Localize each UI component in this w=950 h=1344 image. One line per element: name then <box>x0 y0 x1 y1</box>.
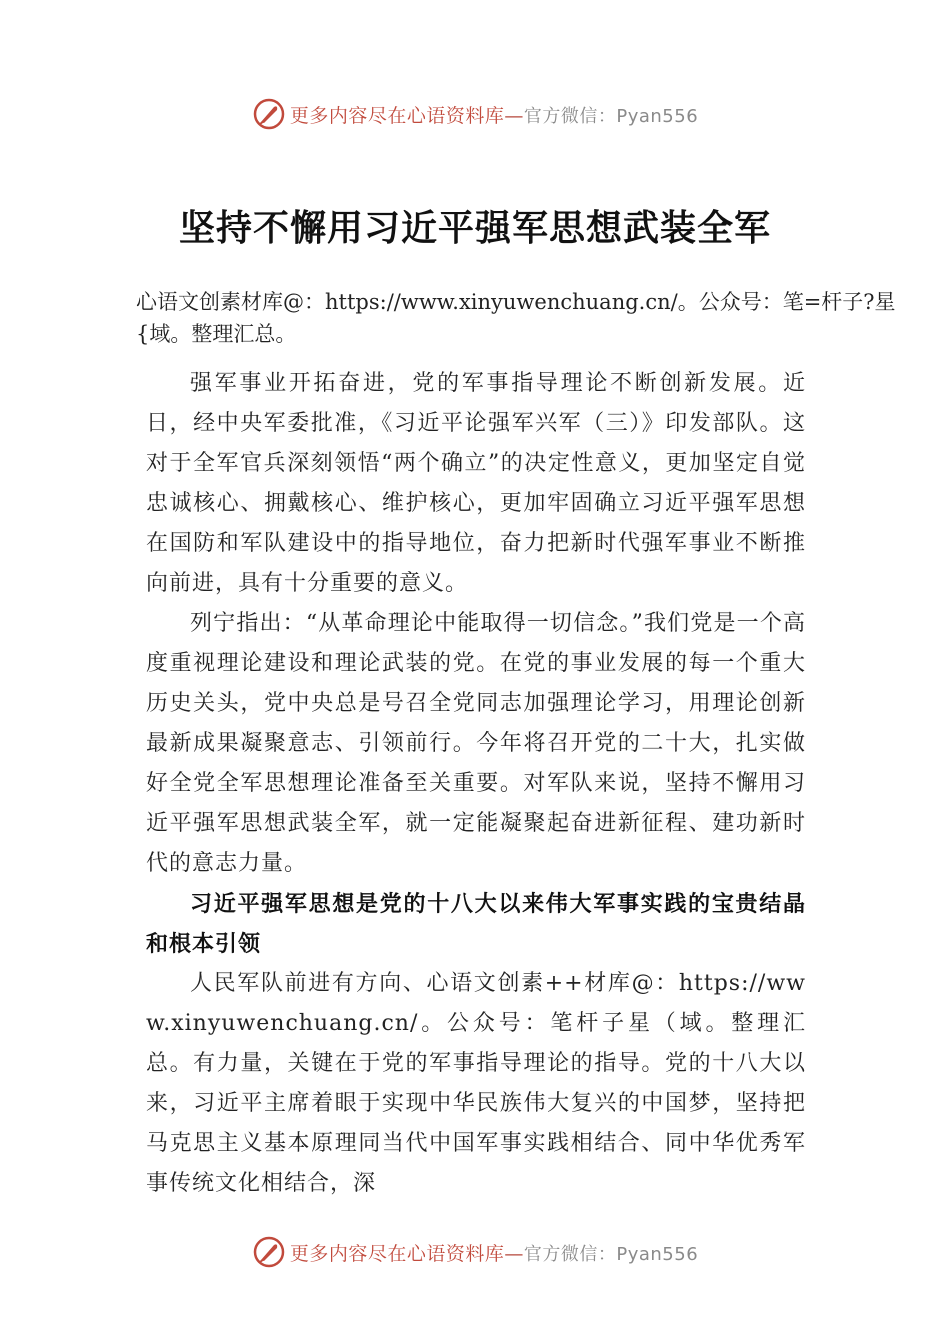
document-body <box>146 364 806 1204</box>
banner-main-text: 更多内容尽在心语资料库 <box>289 104 505 127</box>
banner-wechat-text: 官方微信：Pyan556 <box>523 1243 699 1265</box>
quill-pen-logo-icon <box>252 1235 286 1269</box>
banner-wechat-text: 官方微信：Pyan556 <box>523 105 699 127</box>
banner-main-text: 更多内容尽在心语资料库 <box>289 1242 505 1265</box>
source-line: 心语文创素材库@：https://www.xinyuwenchuang.cn/。公众号：笔=杆子?星{域。整理汇总。 <box>136 290 896 346</box>
footer-banner <box>0 1232 950 1272</box>
paragraph: 列宁指出：“从革命理论中能取得一切信念。”我们党是一个高度重视理论建设和理论武装的党。在党的事业发展的每一个重大历史关头，党中央总是号召全党同志加强理论学习，用理论创新最新成果凝聚意志、引领前行。今年将召开党的二十大，扎实做好全党全军思想理论准备至关重要。对军队来说，坚持不懈用习近平强军思想武装全军，就一定能凝聚起奋进新征程、建功新时代的意志力量。 <box>146 611 806 876</box>
paragraph: 强军事业开拓奋进，党的军事指导理论不断创新发展。近日，经中央军委批准，《习近平论强军兴军（三）》印发部队。这对于全军官兵深刻领悟“两个确立”的决定性意义，更加坚定自觉忠诚核心、拥戴核心、维护核心，更加牢固确立习近平强军思想在国防和军队建设中的指导地位，奋力把新时代强军事业不断推向前进，具有十分重要的意义。 <box>146 371 806 596</box>
banner-text <box>290 101 698 128</box>
banner-separator: — <box>504 104 524 127</box>
paragraph: 人民军队前进有方向、心语文创素++材库@：https://www.xinyuwenchuang.cn/。公众号：笔杆子星（域。整理汇总。有力量，关键在于党的军事指导理论的指导。党的十八大以来，习近平主席着眼于实现中华民族伟大复兴的中国梦，坚持把马克思主义基本原理同当代中国军事实践相结合、同中华优秀军事传统文化相结合，深 <box>146 971 806 1196</box>
quill-pen-logo-icon <box>252 97 286 131</box>
document-title: 坚持不懈用习近平强军思想武装全军 <box>178 207 771 249</box>
banner-separator: — <box>504 1242 524 1265</box>
header-banner <box>0 94 950 134</box>
banner-text <box>290 1239 698 1266</box>
section-heading: 习近平强军思想是党的十八大以来伟大军事实践的宝贵结晶和根本引领 <box>146 891 806 957</box>
